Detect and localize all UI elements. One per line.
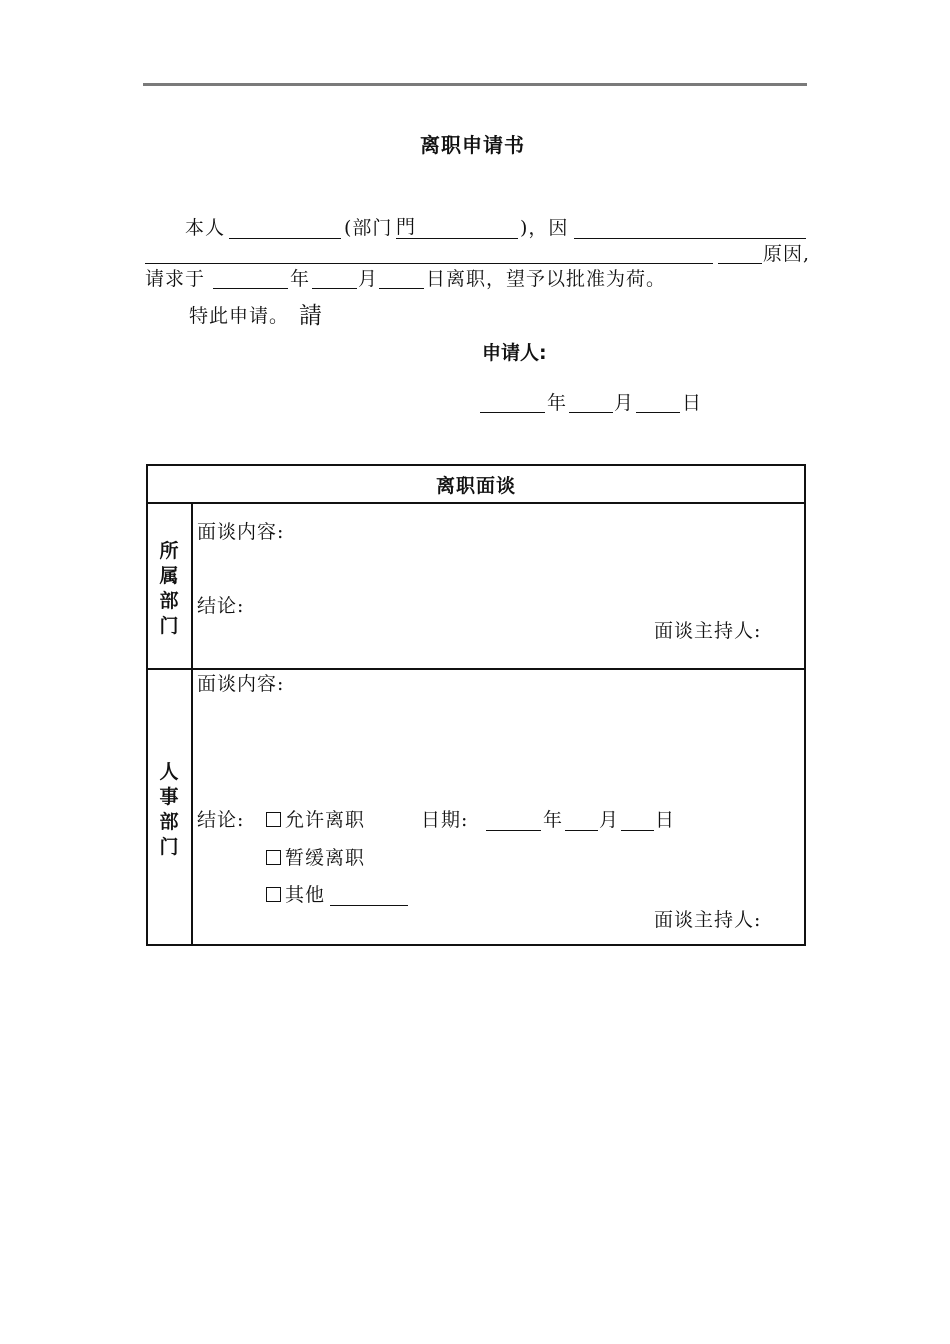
hr-nian: 年 xyxy=(543,809,564,831)
option-other-label: 其他 xyxy=(285,884,326,906)
dept-label-char: 属 xyxy=(159,565,179,587)
leave-month-blank[interactable] xyxy=(312,288,357,289)
dept-label-char: 门 xyxy=(159,615,179,637)
option-defer-label: 暂缓离职 xyxy=(285,847,366,869)
dept-label-char: 所 xyxy=(159,540,179,562)
option-other[interactable] xyxy=(266,884,325,906)
hr-day-blank[interactable] xyxy=(621,830,654,831)
hr-ri: 日 xyxy=(655,809,676,831)
hr-yue: 月 xyxy=(599,809,620,831)
hr-date-label: 日期: xyxy=(421,809,469,831)
leave-year-blank[interactable] xyxy=(213,288,288,289)
reason-blank-3[interactable] xyxy=(718,263,762,264)
checkbox-icon[interactable] xyxy=(266,887,281,902)
text-nian: 年 xyxy=(290,268,311,290)
hr-content-label[interactable]: 面谈内容: xyxy=(197,673,285,695)
text-close-paren-yin: )，因 xyxy=(520,217,569,239)
hr-conclusion-label: 结论: xyxy=(197,809,245,831)
text-qing-trad: 請 xyxy=(299,303,322,329)
hr-year-blank[interactable] xyxy=(486,830,541,831)
sign-nian: 年 xyxy=(547,392,568,414)
leave-day-blank[interactable] xyxy=(379,288,424,289)
reason-blank-2[interactable] xyxy=(145,263,713,264)
section-divider xyxy=(148,668,804,670)
document-title: 离职申请书 xyxy=(420,133,525,157)
sign-yue: 月 xyxy=(614,392,635,414)
sign-day-blank[interactable] xyxy=(636,412,680,413)
sign-year-blank[interactable] xyxy=(480,412,545,413)
hr-month-blank[interactable] xyxy=(565,830,598,831)
sign-month-blank[interactable] xyxy=(569,412,613,413)
hr-label-char: 门 xyxy=(159,836,179,858)
hr-label-char: 部 xyxy=(159,811,179,833)
applicant-label: 申请人: xyxy=(482,342,547,364)
hr-section-label xyxy=(148,760,190,860)
dept-label-char: 部 xyxy=(159,590,179,612)
text-bumen-trad: 門 xyxy=(396,216,417,238)
hr-label-char: 人 xyxy=(159,761,179,783)
reason-blank-1[interactable] xyxy=(574,238,806,239)
option-defer[interactable] xyxy=(266,847,365,869)
text-yue: 月 xyxy=(358,268,379,290)
title-divider xyxy=(148,502,804,504)
text-qingqiuyu: 请求于 xyxy=(145,268,206,290)
interview-table xyxy=(146,464,806,946)
text-yuanyin: 原因, xyxy=(763,243,811,265)
dept-section-label xyxy=(148,539,190,639)
department-blank[interactable] xyxy=(396,238,518,239)
hr-host-label[interactable]: 面谈主持人: xyxy=(654,909,762,931)
option-allow[interactable] xyxy=(266,809,365,831)
hr-label-char: 事 xyxy=(159,786,179,808)
checkbox-icon[interactable] xyxy=(266,850,281,865)
text-bumen: (部门 xyxy=(344,217,393,239)
option-allow-label: 允许离职 xyxy=(285,809,366,831)
header-rule xyxy=(143,83,807,86)
text-ri-lizhi: 日离职，望予以批准为荷。 xyxy=(426,268,667,290)
other-blank[interactable] xyxy=(330,905,408,906)
sign-ri: 日 xyxy=(682,392,703,414)
name-blank[interactable] xyxy=(229,238,341,239)
dept-host-label[interactable]: 面谈主持人: xyxy=(654,620,762,642)
table-title: 离职面谈 xyxy=(435,475,516,497)
checkbox-icon[interactable] xyxy=(266,812,281,827)
text-tecishenqing: 特此申请。 xyxy=(189,305,290,327)
text-benren: 本人 xyxy=(185,217,226,239)
dept-conclusion-label[interactable]: 结论: xyxy=(197,595,245,617)
dept-content-label[interactable]: 面谈内容: xyxy=(197,521,285,543)
label-column-divider xyxy=(191,503,193,944)
